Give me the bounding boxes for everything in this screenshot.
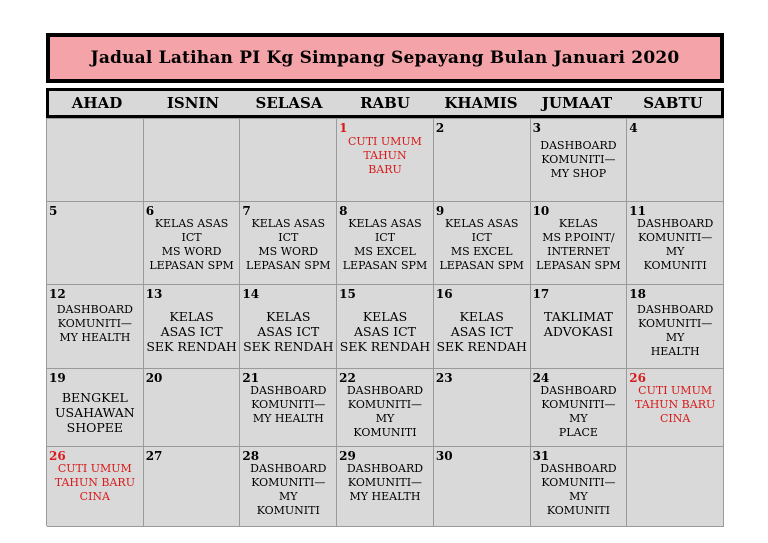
calendar-day-cell xyxy=(47,119,144,202)
day-number: 16 xyxy=(435,287,453,301)
event-text: KELAS ASAS ICT MS WORD LEPASAN SPM xyxy=(246,217,331,272)
day-number: 27 xyxy=(145,449,163,463)
weekday-friday: JUMAAT xyxy=(529,91,625,115)
day-number: 3 xyxy=(532,121,541,135)
calendar-day-cell xyxy=(434,202,531,285)
day-number: 1 xyxy=(339,121,348,135)
day-number: 5 xyxy=(49,204,58,218)
event-text: KELAS ASAS ICT MS EXCEL LEPASAN SPM xyxy=(342,217,428,272)
event-text: DASHBOARD KOMUNITI— MY HEALTH xyxy=(346,462,424,503)
day-number: 19 xyxy=(49,371,66,385)
calendar-day-cell xyxy=(337,202,434,285)
calendar-day-cell xyxy=(47,202,144,285)
event-text: DASHBOARD KOMUNITI— MY KOMUNITI xyxy=(250,462,327,517)
day-number: 2 xyxy=(435,121,445,135)
calendar-day-cell xyxy=(434,285,531,369)
page-title: Jadual Latihan PI Kg Simpang Sepayang Bulan Januari 2020 xyxy=(90,48,680,68)
event-text: DASHBOARD KOMUNITI— MY PLACE xyxy=(540,384,617,439)
day-number: 26 xyxy=(49,449,66,463)
weekday-wednesday: RABU xyxy=(337,91,433,115)
event-text: KELAS ASAS ICT SEK RENDAH xyxy=(436,309,527,354)
calendar-day-cell xyxy=(337,119,434,202)
day-number: 15 xyxy=(339,287,356,301)
day-number: 26 xyxy=(629,371,646,385)
calendar-grid xyxy=(46,118,724,526)
calendar-day-cell xyxy=(531,447,628,527)
event-text: CUTI UMUM TAHUN BARU CINA xyxy=(54,462,135,503)
calendar-day-cell xyxy=(144,447,241,527)
calendar-day-cell xyxy=(627,369,724,447)
calendar-day-cell xyxy=(240,369,337,447)
calendar-day-cell xyxy=(337,369,434,447)
calendar-day-cell xyxy=(144,119,241,202)
calendar-day-cell xyxy=(434,119,531,202)
event-text: DASHBOARD KOMUNITI— MY HEALTH xyxy=(250,384,327,425)
event-text: BENGKEL USAHAWAN SHOPEE xyxy=(54,390,135,435)
calendar-day-cell xyxy=(144,202,241,285)
calendar-day-cell xyxy=(434,369,531,447)
calendar-day-cell xyxy=(531,285,628,369)
event-text: CUTI UMUM TAHUN BARU CINA xyxy=(635,384,716,425)
event-text: DASHBOARD KOMUNITI— MY HEALTH xyxy=(56,303,133,344)
event-text: KELAS ASAS ICT SEK RENDAH xyxy=(146,309,237,354)
day-number: 18 xyxy=(629,287,646,301)
event-text: DASHBOARD KOMUNITI— MY KOMUNITI xyxy=(540,462,617,517)
day-number: 11 xyxy=(629,204,646,218)
day-number: 28 xyxy=(242,449,260,463)
day-number: 30 xyxy=(435,449,453,463)
event-text: DASHBOARD KOMUNITI— MY SHOP xyxy=(540,139,617,180)
event-text: DASHBOARD KOMUNITI— MY KOMUNITI xyxy=(346,384,424,439)
calendar-day-cell xyxy=(627,202,724,285)
calendar-day-cell xyxy=(240,202,337,285)
event-text: DASHBOARD KOMUNITI— MY KOMUNITI xyxy=(637,217,714,272)
calendar-day-cell xyxy=(144,285,241,369)
title-banner xyxy=(50,37,720,79)
weekday-saturday: SABTU xyxy=(625,91,721,115)
event-text: KELAS MS P.POINT/ INTERNET LEPASAN SPM xyxy=(536,217,621,272)
weekday-sunday: AHAD xyxy=(49,91,145,115)
calendar-day-cell xyxy=(434,447,531,527)
calendar-day-cell xyxy=(144,369,241,447)
calendar-day-cell xyxy=(47,285,144,369)
event-text: KELAS ASAS ICT MS WORD LEPASAN SPM xyxy=(149,217,234,272)
calendar-day-cell xyxy=(47,447,144,527)
day-number: 14 xyxy=(242,287,260,301)
calendar-day-cell xyxy=(627,447,724,527)
day-number: 24 xyxy=(532,371,550,385)
event-text: TAKLIMAT ADVOKASI xyxy=(543,309,614,339)
day-number: 22 xyxy=(339,371,356,385)
calendar-day-cell xyxy=(240,119,337,202)
day-number: 23 xyxy=(435,371,453,385)
calendar-day-cell xyxy=(47,369,144,447)
day-number: 12 xyxy=(49,287,66,301)
calendar-day-cell xyxy=(627,285,724,369)
day-number: 13 xyxy=(145,287,163,301)
day-number: 10 xyxy=(532,204,550,218)
day-number: 29 xyxy=(339,449,356,463)
event-text: KELAS ASAS ICT SEK RENDAH xyxy=(243,309,334,354)
event-text: KELAS ASAS ICT MS EXCEL LEPASAN SPM xyxy=(439,217,524,272)
weekday-tuesday: SELASA xyxy=(241,91,337,115)
day-number: 31 xyxy=(532,449,550,463)
day-number: 4 xyxy=(629,121,638,135)
weekday-thursday: KHAMIS xyxy=(433,91,529,115)
day-number: 8 xyxy=(339,204,348,218)
calendar-day-cell xyxy=(531,119,628,202)
day-number: 7 xyxy=(242,204,251,218)
day-number: 20 xyxy=(145,371,163,385)
calendar-day-cell xyxy=(627,119,724,202)
calendar-day-cell xyxy=(531,369,628,447)
event-text: DASHBOARD KOMUNITI— MY HEALTH xyxy=(637,303,714,358)
calendar-day-cell xyxy=(240,285,337,369)
calendar-day-cell xyxy=(240,447,337,527)
day-number: 9 xyxy=(435,204,445,218)
day-number: 6 xyxy=(145,204,155,218)
title-box xyxy=(46,33,724,83)
event-text: KELAS ASAS ICT SEK RENDAH xyxy=(339,309,431,354)
weekday-monday: ISNIN xyxy=(145,91,241,115)
day-number: 17 xyxy=(532,287,550,301)
weekday-header xyxy=(46,88,724,118)
event-text: CUTI UMUM TAHUN BARU xyxy=(348,135,422,176)
day-number: 21 xyxy=(242,371,260,385)
calendar-day-cell xyxy=(531,202,628,285)
calendar-day-cell xyxy=(337,447,434,527)
calendar-day-cell xyxy=(337,285,434,369)
